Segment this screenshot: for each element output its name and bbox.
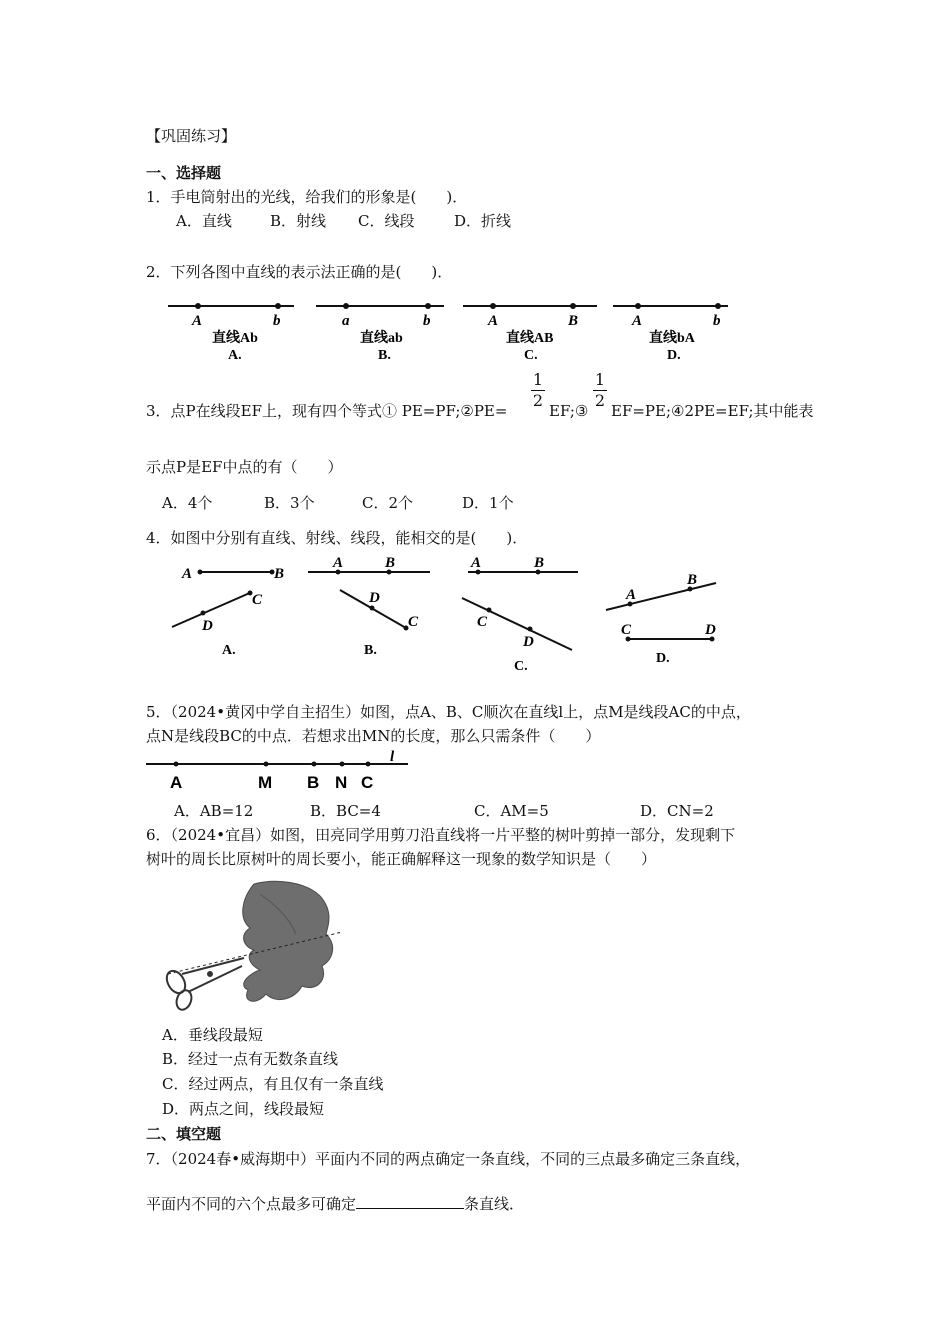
question-6-line2: 树叶的周长比原树叶的周长要小，能正确解释这一现象的数学知识是（ ） bbox=[146, 850, 657, 868]
q3-option-a: A．4个 bbox=[162, 494, 213, 512]
q4-fig-b bbox=[308, 555, 430, 658]
q6-option-c: C．经过两点，有且仅有一条直线 bbox=[162, 1075, 384, 1093]
q4-a-point-c: C bbox=[252, 592, 263, 608]
q6-option-d: D．两点之间，线段最短 bbox=[162, 1100, 325, 1118]
question-7-line1: 7．（2024春•威海期中）平面内不同的两点确定一条直线，不同的三点最多确定三条直线， bbox=[146, 1150, 751, 1168]
q3-option-b: B．3个 bbox=[264, 494, 315, 512]
q4-c-point-c: C bbox=[477, 614, 488, 630]
q6-option-a: A．垂线段最短 bbox=[162, 1026, 263, 1044]
q4-fig-a bbox=[172, 566, 284, 658]
question-3-stem-a: 3．点P在线段EF上，现有四个等式① PE=PF;②PE= bbox=[146, 402, 508, 420]
q3-option-c: C．2个 bbox=[362, 494, 414, 512]
q5-option-d: D．CN=2 bbox=[640, 802, 714, 820]
q5-point-a: A bbox=[170, 773, 183, 792]
q2-c-right-label: B bbox=[568, 313, 579, 329]
q7-text-before-blank: 平面内不同的六个点最多可确定 bbox=[146, 1195, 357, 1213]
question-1-stem: 1．手电筒射出的光线，给我们的形象是( )． bbox=[146, 188, 468, 206]
q4-c-point-b: B bbox=[534, 555, 545, 571]
q1-option-d: D．折线 bbox=[454, 212, 512, 230]
q2-d-right-label: b bbox=[713, 313, 721, 329]
q4-b-point-d: D bbox=[369, 590, 380, 606]
leaf-shape bbox=[243, 881, 333, 1001]
q1-option-b: B．射线 bbox=[270, 212, 327, 230]
q4-d-point-b: B bbox=[687, 572, 698, 588]
q2-b-right-label: b bbox=[423, 313, 431, 329]
q4-fig-c bbox=[462, 555, 578, 674]
question-6-line1: 6．（2024•宜昌）如图，田亮同学用剪刀沿直线将一片平整的树叶剪掉一部分，发现剩下 bbox=[146, 826, 736, 844]
q3-fraction-2-numerator: 1 bbox=[594, 370, 606, 389]
q2-b-left-label: a bbox=[342, 313, 350, 329]
q2-fig-d bbox=[613, 303, 728, 363]
q2-a-letter: A. bbox=[228, 348, 242, 363]
q4-b-letter: B. bbox=[364, 643, 377, 658]
q1-option-c: C．线段 bbox=[358, 212, 415, 230]
q2-c-letter: C. bbox=[524, 348, 538, 363]
leaf-scissors-illustration bbox=[156, 874, 352, 1014]
q4-b-point-c: C bbox=[408, 614, 419, 630]
q4-c-point-a: A bbox=[471, 555, 482, 571]
q4-fig-d bbox=[606, 572, 716, 666]
question-4-stem: 4．如图中分别有直线、射线、线段，能相交的是( )． bbox=[146, 529, 528, 547]
q3-fraction-2 bbox=[593, 372, 607, 409]
scissors-icon bbox=[163, 958, 244, 1012]
q2-a-name: 直线Ab bbox=[212, 331, 258, 346]
q5-point-b: B bbox=[307, 773, 320, 792]
q5-option-b: B．BC=4 bbox=[310, 802, 381, 820]
q4-a-letter: A. bbox=[222, 643, 236, 658]
q5-option-a: A．AB=12 bbox=[174, 802, 254, 820]
q4-c-point-d: D bbox=[523, 634, 534, 650]
q6-option-b: B．经过一点有无数条直线 bbox=[162, 1050, 339, 1068]
q2-a-left-label: A bbox=[192, 313, 203, 329]
question-2-stem: 2．下列各图中直线的表示法正确的是( )． bbox=[146, 263, 453, 281]
q4-d-point-a: A bbox=[626, 587, 637, 603]
q3-fraction-1-denominator: 2 bbox=[532, 391, 544, 410]
q7-answer-blank[interactable] bbox=[356, 1194, 464, 1209]
q3-fraction-2-denominator: 2 bbox=[594, 391, 606, 410]
q2-d-letter: D. bbox=[667, 348, 681, 363]
question-5-line2: 点N是线段BC的中点．若想求出MN的长度，那么只需条件（ ） bbox=[146, 727, 601, 745]
question-5-line1: 5．（2024•黄冈中学自主招生）如图，点A、B、C顺次在直线l上，点M是线段AC的中点， bbox=[146, 703, 751, 721]
q2-a-right-label: b bbox=[273, 313, 281, 329]
question-3-stem-line2: 示点P是EF中点的有（ ） bbox=[146, 458, 343, 476]
q4-d-point-d: D bbox=[705, 622, 716, 638]
q2-figure bbox=[160, 296, 740, 368]
q4-a-point-a: A bbox=[182, 566, 193, 582]
q4-c-letter: C. bbox=[514, 659, 528, 674]
q5-point-n: N bbox=[335, 773, 348, 792]
q3-fraction-1 bbox=[531, 372, 545, 409]
q5-number-line-figure bbox=[146, 748, 416, 790]
q5-point-m: M bbox=[258, 773, 273, 792]
q7-text-after-blank: 条直线． bbox=[464, 1195, 525, 1213]
q4-figure bbox=[160, 552, 740, 672]
section-title-fill: 二、填空题 bbox=[146, 1125, 222, 1143]
q2-b-letter: B. bbox=[378, 348, 391, 363]
q2-fig-b bbox=[316, 303, 444, 363]
q4-d-point-c: C bbox=[621, 622, 632, 638]
q4-a-point-d: D bbox=[202, 618, 213, 634]
q5-line-label: l bbox=[390, 749, 395, 765]
question-3-stem-b: EF;③ bbox=[549, 402, 589, 420]
q3-option-d: D．1个 bbox=[462, 494, 514, 512]
section-title-choice: 一、选择题 bbox=[146, 164, 222, 182]
q4-b-point-b: B bbox=[385, 555, 396, 571]
q5-option-c: C．AM=5 bbox=[474, 802, 549, 820]
q3-fraction-1-numerator: 1 bbox=[532, 370, 544, 389]
exercise-header: 【巩固练习】 bbox=[146, 127, 237, 145]
q1-option-a: A．直线 bbox=[176, 212, 232, 230]
q2-c-name: 直线AB bbox=[506, 331, 554, 346]
q5-point-c: C bbox=[361, 773, 374, 792]
q2-d-left-label: A bbox=[632, 313, 643, 329]
q2-b-name: 直线ab bbox=[360, 331, 403, 346]
question-3-stem-c: EF=PE;④2PE=EF;其中能表 bbox=[611, 402, 814, 420]
q4-b-point-a: A bbox=[333, 555, 344, 571]
q2-fig-c bbox=[463, 303, 597, 363]
question-7-line2 bbox=[146, 1194, 524, 1212]
q2-c-left-label: A bbox=[488, 313, 499, 329]
q4-a-point-b: B bbox=[274, 566, 285, 582]
q2-fig-a bbox=[168, 303, 294, 363]
q4-d-letter: D. bbox=[656, 651, 670, 666]
q2-d-name: 直线bA bbox=[649, 331, 695, 346]
